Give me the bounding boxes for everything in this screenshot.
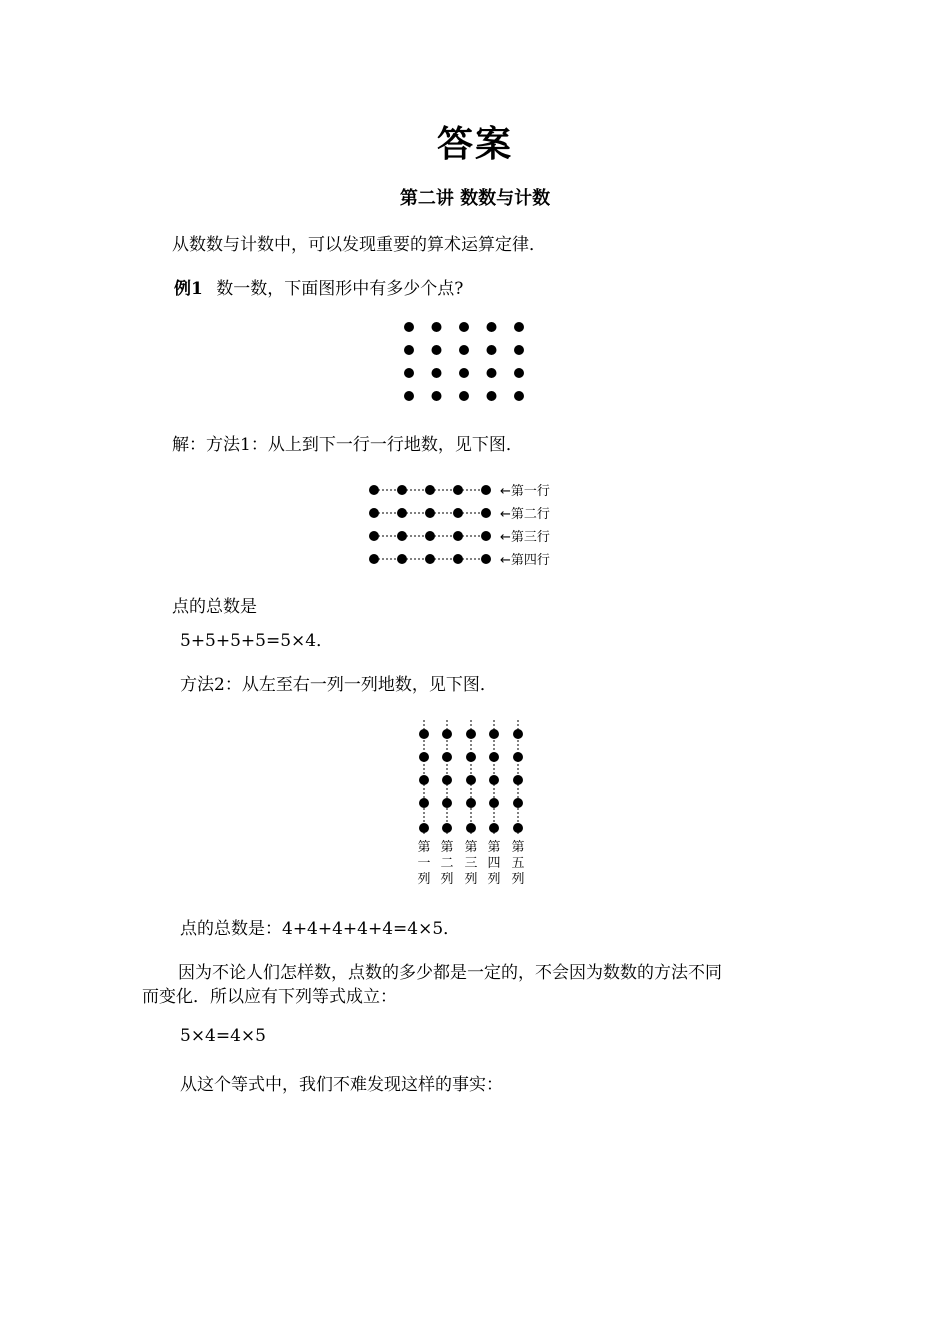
dot: [432, 391, 442, 401]
dot: [459, 322, 469, 332]
dot: [369, 531, 379, 541]
dot: [513, 752, 523, 762]
dot: [466, 775, 476, 785]
dot: [369, 485, 379, 495]
dot: [404, 391, 414, 401]
col-label-char: 第: [464, 840, 478, 855]
dot: [419, 823, 429, 833]
col-label-char: 第: [487, 840, 501, 855]
dot: [453, 554, 463, 564]
col-label-char: 第: [417, 840, 431, 855]
equation-1: 5+5+5+5=5×4．: [180, 631, 334, 651]
dot: [487, 368, 497, 378]
dot: [487, 391, 497, 401]
dot: [481, 554, 491, 564]
dot: [442, 752, 452, 762]
dot: [514, 368, 524, 378]
dot: [489, 823, 499, 833]
dot: [397, 508, 407, 518]
equation-2: 5×4=4×5: [180, 1026, 266, 1046]
dot: [397, 531, 407, 541]
dot: [514, 322, 524, 332]
lecture-heading: 第二讲 数数与计数: [399, 188, 551, 209]
dot: [442, 823, 452, 833]
row-count-figure: [364, 478, 574, 572]
page-title: 答案: [436, 123, 513, 165]
dot: [466, 798, 476, 808]
col-label-char: 列: [440, 872, 454, 887]
dot: [425, 508, 435, 518]
dot: [397, 485, 407, 495]
dot: [369, 508, 379, 518]
dot: [453, 531, 463, 541]
dot: [419, 729, 429, 739]
dot: [453, 485, 463, 495]
dot: [459, 368, 469, 378]
total-cut-text: [172, 592, 257, 617]
dot: [466, 729, 476, 739]
dot: [404, 322, 414, 332]
dot: [459, 345, 469, 355]
dot: [466, 823, 476, 833]
because-line-1: 因为不论人们怎样数，点数的多少都是一定的，不会因为数数的方法不同: [178, 963, 722, 983]
col-label-char: 列: [464, 872, 478, 887]
example-question: 数一数，下面图形中有多少个点?: [216, 279, 464, 299]
dot: [432, 345, 442, 355]
dot: [442, 775, 452, 785]
dot: [489, 752, 499, 762]
col-label-char: 一: [417, 856, 431, 871]
dot: [481, 485, 491, 495]
col-label-char: 第: [511, 840, 525, 855]
col-label-char: 三: [464, 856, 478, 871]
col-label-char: 四: [487, 856, 501, 871]
dot: [489, 798, 499, 808]
because-line-2: 而变化．所以应有下列等式成立：: [142, 987, 397, 1007]
dot: [514, 391, 524, 401]
col-label-char: 五: [511, 856, 525, 871]
dot: [481, 508, 491, 518]
row-label: ←第一行: [500, 484, 550, 499]
dot: [466, 752, 476, 762]
method1-text: 解：方法1：从上到下一行一行地数，见下图．: [172, 435, 523, 455]
example-label: 例1: [174, 279, 203, 299]
dot: [489, 775, 499, 785]
dot-grid-figure: [398, 316, 532, 406]
row-label: ←第二行: [500, 507, 550, 522]
dot: [369, 554, 379, 564]
col-label-char: 二: [440, 856, 454, 871]
dot: [489, 729, 499, 739]
dot: [419, 752, 429, 762]
total-cut-inner: 点的总数是: [172, 597, 257, 617]
intro-text: 从数数与计数中，可以发现重要的算术运算定律．: [172, 235, 546, 255]
dot: [513, 729, 523, 739]
col-label-char: 列: [487, 872, 501, 887]
col-label-char: 列: [511, 872, 525, 887]
col-label-char: 第: [440, 840, 454, 855]
from-equation-text: 从这个等式中，我们不难发现这样的事实：: [180, 1075, 503, 1095]
dot: [419, 775, 429, 785]
dot: [404, 368, 414, 378]
dot: [442, 729, 452, 739]
dot: [425, 531, 435, 541]
method2-text: 方法2：从左至右一列一列地数，见下图．: [180, 675, 497, 695]
row-label: ←第三行: [500, 530, 550, 545]
dot: [453, 508, 463, 518]
dot: [432, 368, 442, 378]
dot: [404, 345, 414, 355]
dot: [425, 485, 435, 495]
example-line: [174, 274, 463, 299]
dot: [442, 798, 452, 808]
dot: [487, 345, 497, 355]
dot: [425, 554, 435, 564]
dot: [513, 823, 523, 833]
dot: [481, 531, 491, 541]
dot: [514, 345, 524, 355]
dot: [419, 798, 429, 808]
col-label-char: 列: [417, 872, 431, 887]
column-count-figure: [408, 716, 538, 888]
dot: [487, 322, 497, 332]
total2-text: 点的总数是：4+4+4+4+4=4×5．: [180, 919, 461, 939]
dot: [513, 798, 523, 808]
dot: [459, 391, 469, 401]
row-label: ←第四行: [500, 553, 550, 568]
dot: [397, 554, 407, 564]
dot: [432, 322, 442, 332]
dot: [513, 775, 523, 785]
